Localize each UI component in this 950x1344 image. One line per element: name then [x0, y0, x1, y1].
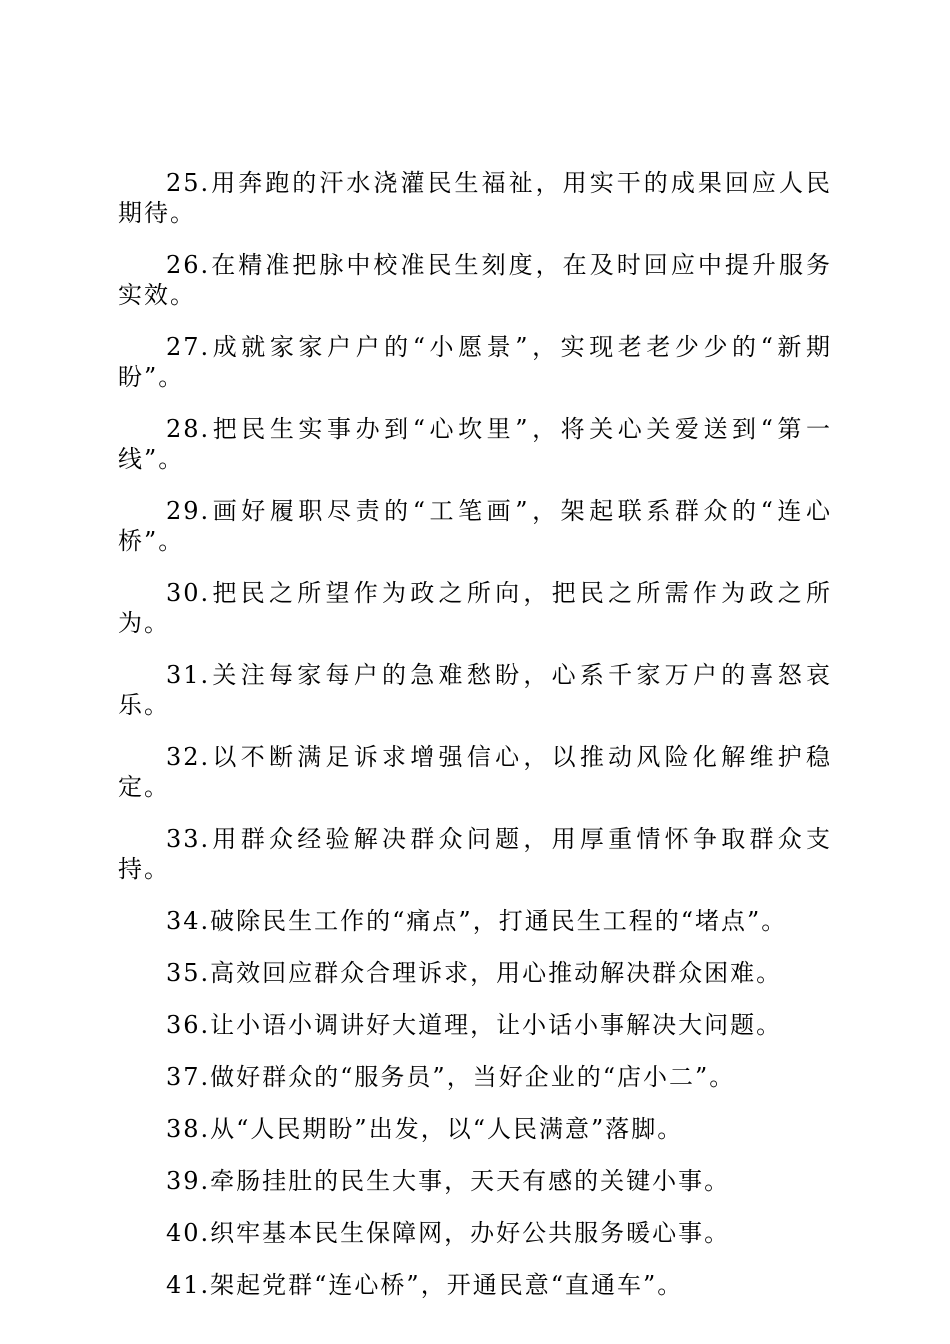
list-item: 32.以不断满足诉求增强信心，以推动风险化解维护稳定。	[118, 743, 832, 801]
list-item: 28.把民生实事办到“心坎里”，将关心关爱送到“第一线”。	[118, 415, 832, 473]
list-item: 34.破除民生工作的“痛点”，打通民生工程的“堵点”。	[166, 907, 788, 935]
list-item: 31.关注每家每户的急难愁盼，心系千家万户的喜怒哀乐。	[118, 661, 832, 719]
list-item: 33.用群众经验解决群众问题，用厚重情怀争取群众支持。	[118, 825, 832, 883]
slogan-list	[118, 168, 832, 1322]
list-item: 27.成就家家户户的“小愿景”，实现老老少少的“新期盼”。	[118, 333, 832, 391]
list-item: 39.牵肠挂肚的民生大事，天天有感的关键小事。	[166, 1167, 731, 1195]
list-item: 36.让小语小调讲好大道理，让小话小事解决大问题。	[166, 1011, 783, 1039]
list-item: 37.做好群众的“服务员”，当好企业的“店小二”。	[166, 1063, 736, 1091]
list-item: 29.画好履职尽责的“工笔画”，架起联系群众的“连心桥”。	[118, 497, 832, 555]
list-item: 30.把民之所望作为政之所向，把民之所需作为政之所为。	[118, 579, 832, 637]
list-item: 25.用奔跑的汗水浇灌民生福祉，用实干的成果回应人民期待。	[118, 169, 832, 227]
list-item: 41.架起党群“连心桥”，开通民意“直通车”。	[166, 1271, 684, 1299]
list-item: 38.从“人民期盼”出发，以“人民满意”落脚。	[166, 1115, 684, 1143]
list-item: 26.在精准把脉中校准民生刻度，在及时回应中提升服务实效。	[118, 251, 832, 309]
list-item: 40.织牢基本民生保障网，办好公共服务暖心事。	[166, 1219, 731, 1247]
list-item: 35.高效回应群众合理诉求，用心推动解决群众困难。	[166, 959, 783, 987]
